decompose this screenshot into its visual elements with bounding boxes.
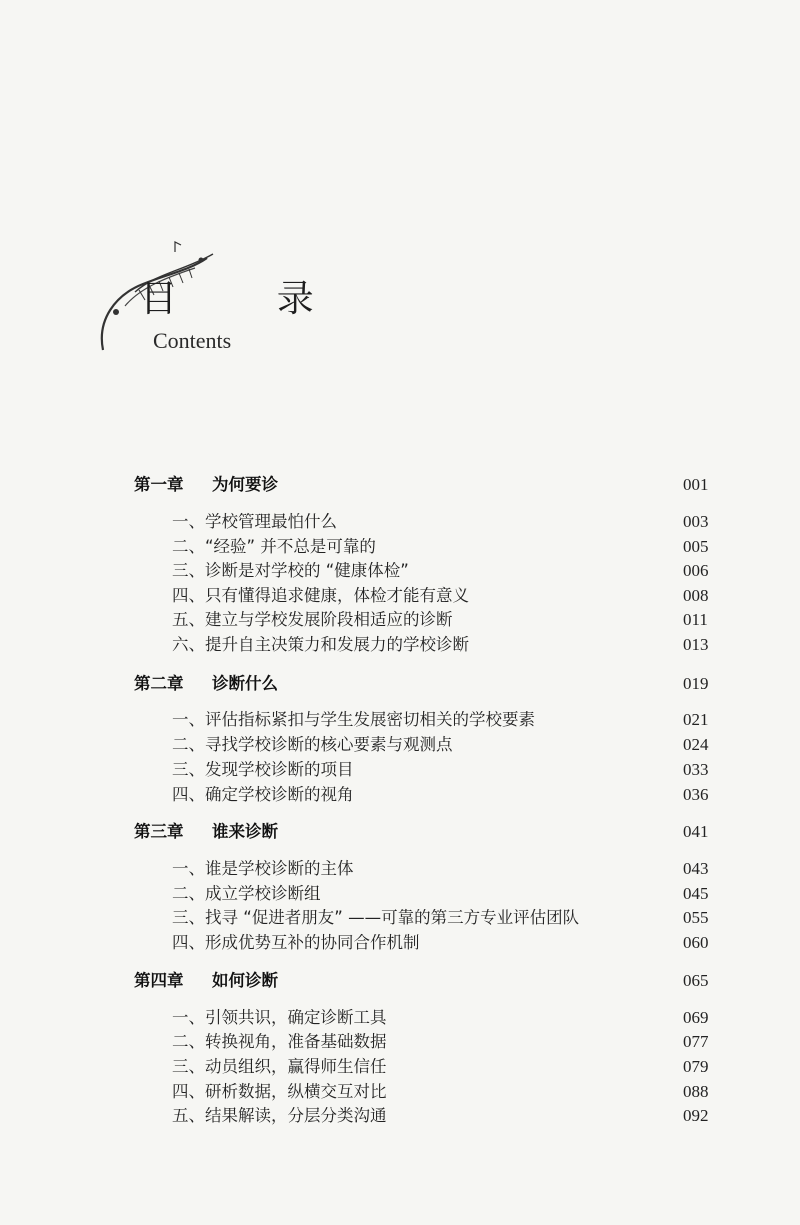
chapter-4-entry[interactable] bbox=[0, 969, 800, 993]
page-number: 069 bbox=[683, 1008, 709, 1027]
section-title: 一、引领共识，确定诊断工具 bbox=[172, 1008, 387, 1027]
page-number: 021 bbox=[683, 710, 709, 729]
section-title: 二、“经验” 并不总是可靠的 bbox=[172, 537, 376, 556]
chapter-title: 如何诊断 bbox=[212, 971, 278, 990]
page-number: 005 bbox=[683, 537, 709, 556]
page-number: 092 bbox=[683, 1106, 709, 1125]
chapter-title: 谁来诊断 bbox=[212, 822, 278, 841]
section-entry[interactable] bbox=[0, 608, 800, 632]
section-entry[interactable] bbox=[0, 733, 800, 757]
chapter-1-entry[interactable] bbox=[0, 473, 800, 497]
page-number: 033 bbox=[683, 760, 709, 779]
section-title: 一、学校管理最怕什么 bbox=[172, 512, 337, 531]
page-number: 011 bbox=[683, 610, 708, 629]
section-entry[interactable] bbox=[0, 1006, 800, 1030]
chapter-number: 第三章 bbox=[134, 822, 184, 841]
page-number: 055 bbox=[683, 908, 709, 927]
section-entry[interactable] bbox=[0, 783, 800, 807]
section-title: 四、确定学校诊断的视角 bbox=[172, 785, 354, 804]
section-entry[interactable] bbox=[0, 758, 800, 782]
section-entry[interactable] bbox=[0, 584, 800, 608]
section-entry[interactable] bbox=[0, 857, 800, 881]
section-title: 四、研析数据，纵横交互对比 bbox=[172, 1082, 387, 1101]
page-number: 077 bbox=[683, 1032, 709, 1051]
section-entry[interactable] bbox=[0, 931, 800, 955]
section-entry[interactable] bbox=[0, 708, 800, 732]
section-title: 二、转换视角，准备基础数据 bbox=[172, 1032, 387, 1051]
page-number: 001 bbox=[683, 475, 709, 494]
page-number: 088 bbox=[683, 1082, 709, 1101]
section-title: 四、只有懂得追求健康，体检才能有意义 bbox=[172, 586, 469, 605]
page-number: 079 bbox=[683, 1057, 709, 1076]
page-number: 024 bbox=[683, 735, 709, 754]
chapter-3-entry[interactable] bbox=[0, 820, 800, 844]
section-entry[interactable] bbox=[0, 1055, 800, 1079]
section-title: 三、找寻 “促进者朋友” ——可靠的第三方专业评估团队 bbox=[172, 908, 580, 927]
section-entry[interactable] bbox=[0, 1030, 800, 1054]
section-entry[interactable] bbox=[0, 1104, 800, 1128]
chapter-title: 诊断什么 bbox=[212, 674, 278, 693]
section-title: 五、结果解读，分层分类沟通 bbox=[172, 1106, 387, 1125]
section-title: 五、建立与学校发展阶段相适应的诊断 bbox=[172, 610, 453, 629]
page-number: 006 bbox=[683, 561, 709, 580]
chapter-number: 第二章 bbox=[134, 674, 184, 693]
section-title: 六、提升自主决策力和发展力的学校诊断 bbox=[172, 635, 469, 654]
section-title: 一、评估指标紧扣与学生发展密切相关的学校要素 bbox=[172, 710, 535, 729]
chapter-2-entry[interactable] bbox=[0, 672, 800, 696]
page-number: 043 bbox=[683, 859, 709, 878]
page-title: 目 录 bbox=[140, 277, 358, 320]
page-number: 019 bbox=[683, 674, 709, 693]
page-number: 003 bbox=[683, 512, 709, 531]
page-number: 060 bbox=[683, 933, 709, 952]
section-entry[interactable] bbox=[0, 906, 800, 930]
section-title: 三、发现学校诊断的项目 bbox=[172, 760, 354, 779]
chapter-number: 第四章 bbox=[134, 971, 184, 990]
page-number: 036 bbox=[683, 785, 709, 804]
section-entry[interactable] bbox=[0, 1080, 800, 1104]
page-number: 008 bbox=[683, 586, 709, 605]
section-title: 二、寻找学校诊断的核心要素与观测点 bbox=[172, 735, 453, 754]
section-entry[interactable] bbox=[0, 559, 800, 583]
chapter-number: 第一章 bbox=[134, 475, 184, 494]
page-number: 065 bbox=[683, 971, 709, 990]
page-number: 045 bbox=[683, 884, 709, 903]
section-entry[interactable] bbox=[0, 510, 800, 534]
section-title: 四、形成优势互补的协同合作机制 bbox=[172, 933, 420, 952]
section-title: 三、动员组织，赢得师生信任 bbox=[172, 1057, 387, 1076]
section-title: 一、谁是学校诊断的主体 bbox=[172, 859, 354, 878]
page-number: 041 bbox=[683, 822, 709, 841]
section-entry[interactable] bbox=[0, 882, 800, 906]
chapter-title: 为何要诊 bbox=[212, 475, 278, 494]
page-subtitle: Contents bbox=[153, 328, 232, 353]
section-title: 二、成立学校诊断组 bbox=[172, 884, 321, 903]
section-entry[interactable] bbox=[0, 535, 800, 559]
section-title: 三、诊断是对学校的 “健康体检” bbox=[172, 561, 409, 580]
page-number: 013 bbox=[683, 635, 709, 654]
section-entry[interactable] bbox=[0, 633, 800, 657]
